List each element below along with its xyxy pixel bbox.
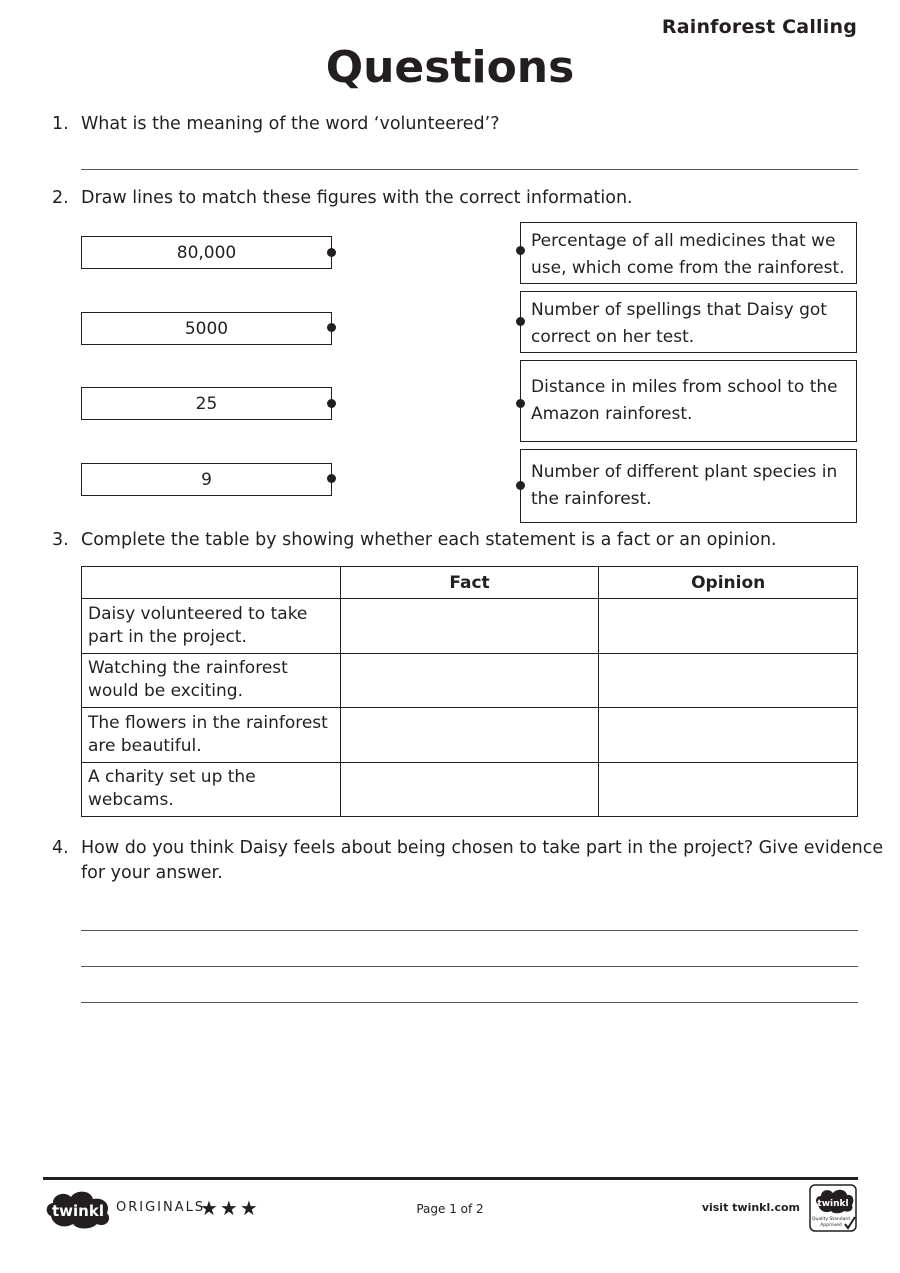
q4-text-line: for your answer. bbox=[81, 863, 223, 883]
q4-text-line: How do you think Daisy feels about being chosen to take part in the project? Give evidence bbox=[81, 838, 884, 858]
figure-dot-4[interactable] bbox=[327, 474, 336, 483]
figure-box-1 bbox=[81, 236, 332, 269]
badge-sub-1: Quality Standard bbox=[812, 1217, 850, 1222]
info-line: Amazon rainforest. bbox=[531, 404, 693, 424]
q4-answer-line-2[interactable] bbox=[81, 966, 858, 967]
info-dot-4[interactable] bbox=[516, 481, 525, 490]
statement-line: part in the project. bbox=[88, 626, 247, 647]
q4-text bbox=[81, 836, 883, 886]
statement-line: The flowers in the rainforest bbox=[88, 712, 328, 733]
fact-cell[interactable] bbox=[340, 762, 599, 817]
statement-cell bbox=[82, 762, 341, 817]
fact-opinion-table bbox=[81, 566, 858, 817]
figure-dot-1[interactable] bbox=[327, 248, 336, 257]
header-blank bbox=[82, 567, 341, 599]
statement-cell bbox=[82, 599, 341, 654]
info-dot-1[interactable] bbox=[516, 246, 525, 255]
info-line: Number of different plant species in bbox=[531, 462, 838, 482]
header-fact: Fact bbox=[340, 567, 599, 599]
opinion-cell[interactable] bbox=[599, 708, 858, 763]
q1-number: 1. bbox=[52, 114, 69, 134]
opinion-cell[interactable] bbox=[599, 762, 858, 817]
fact-cell[interactable] bbox=[340, 708, 599, 763]
header-title: Rainforest Calling bbox=[661, 16, 857, 38]
figure-dot-2[interactable] bbox=[327, 323, 336, 332]
q3-number: 3. bbox=[52, 530, 69, 550]
statement-line: A charity set up the bbox=[88, 767, 256, 788]
page-number: Page 1 of 2 bbox=[416, 1202, 484, 1216]
figure-value: 5000 bbox=[184, 318, 229, 339]
table-row bbox=[82, 653, 858, 708]
info-box-3 bbox=[520, 360, 857, 442]
figure-dot-3[interactable] bbox=[327, 399, 336, 408]
info-line: the rainforest. bbox=[531, 489, 652, 509]
statement-cell bbox=[82, 653, 341, 708]
q4-answer-line-3[interactable] bbox=[81, 1002, 858, 1003]
q4-number: 4. bbox=[52, 838, 69, 858]
figure-value: 80,000 bbox=[176, 242, 237, 263]
logo-text: twinkl bbox=[52, 1202, 104, 1220]
table-header-row bbox=[82, 567, 858, 599]
info-line: use, which come from the rainforest. bbox=[531, 258, 845, 278]
figure-value: 25 bbox=[195, 393, 218, 414]
q3-text: Complete the table by showing whether each statement is a fact or an opinion. bbox=[81, 530, 777, 550]
table-row bbox=[82, 708, 858, 763]
statement-line: webcams. bbox=[88, 790, 174, 811]
figure-box-3 bbox=[81, 387, 332, 420]
info-box-1 bbox=[520, 222, 857, 284]
fact-cell[interactable] bbox=[340, 599, 599, 654]
q2-number: 2. bbox=[52, 188, 69, 208]
footer-divider bbox=[43, 1177, 858, 1180]
fact-cell[interactable] bbox=[340, 653, 599, 708]
stars-icon: ★★★ bbox=[200, 1196, 260, 1220]
badge-sub-2: Approved bbox=[820, 1223, 842, 1228]
figure-value: 9 bbox=[201, 469, 212, 490]
statement-line: Daisy volunteered to take bbox=[88, 603, 308, 624]
statement-line: would be exciting. bbox=[88, 681, 244, 702]
quality-badge-icon bbox=[809, 1184, 857, 1232]
visit-link[interactable]: visit twinkl.com bbox=[701, 1201, 800, 1214]
statement-line: are beautiful. bbox=[88, 735, 202, 756]
info-line: Number of spellings that Daisy got bbox=[531, 300, 827, 320]
q1-answer-line[interactable] bbox=[81, 169, 858, 170]
info-dot-2[interactable] bbox=[516, 317, 525, 326]
figure-box-2 bbox=[81, 312, 332, 345]
opinion-cell[interactable] bbox=[599, 653, 858, 708]
figure-box-4 bbox=[81, 463, 332, 496]
q2-text: Draw lines to match these figures with the correct information. bbox=[81, 188, 633, 208]
table-row bbox=[82, 599, 858, 654]
info-dot-3[interactable] bbox=[516, 399, 525, 408]
q1-text: What is the meaning of the word ‘volunteered’? bbox=[81, 114, 500, 134]
opinion-cell[interactable] bbox=[599, 599, 858, 654]
info-box-2 bbox=[520, 291, 857, 353]
statement-cell bbox=[82, 708, 341, 763]
statement-line: Watching the rainforest bbox=[88, 658, 288, 679]
badge-text: twinkl bbox=[817, 1199, 849, 1209]
table-row bbox=[82, 762, 858, 817]
originals-label: ORIGINALS bbox=[116, 1200, 206, 1215]
q4-answer-line-1[interactable] bbox=[81, 930, 858, 931]
info-line: Distance in miles from school to the bbox=[531, 377, 838, 397]
info-line: Percentage of all medicines that we bbox=[531, 231, 836, 251]
info-box-4 bbox=[520, 449, 857, 523]
page-title: Questions bbox=[325, 42, 575, 93]
info-line: correct on her test. bbox=[531, 327, 695, 347]
header-opinion: Opinion bbox=[599, 567, 858, 599]
